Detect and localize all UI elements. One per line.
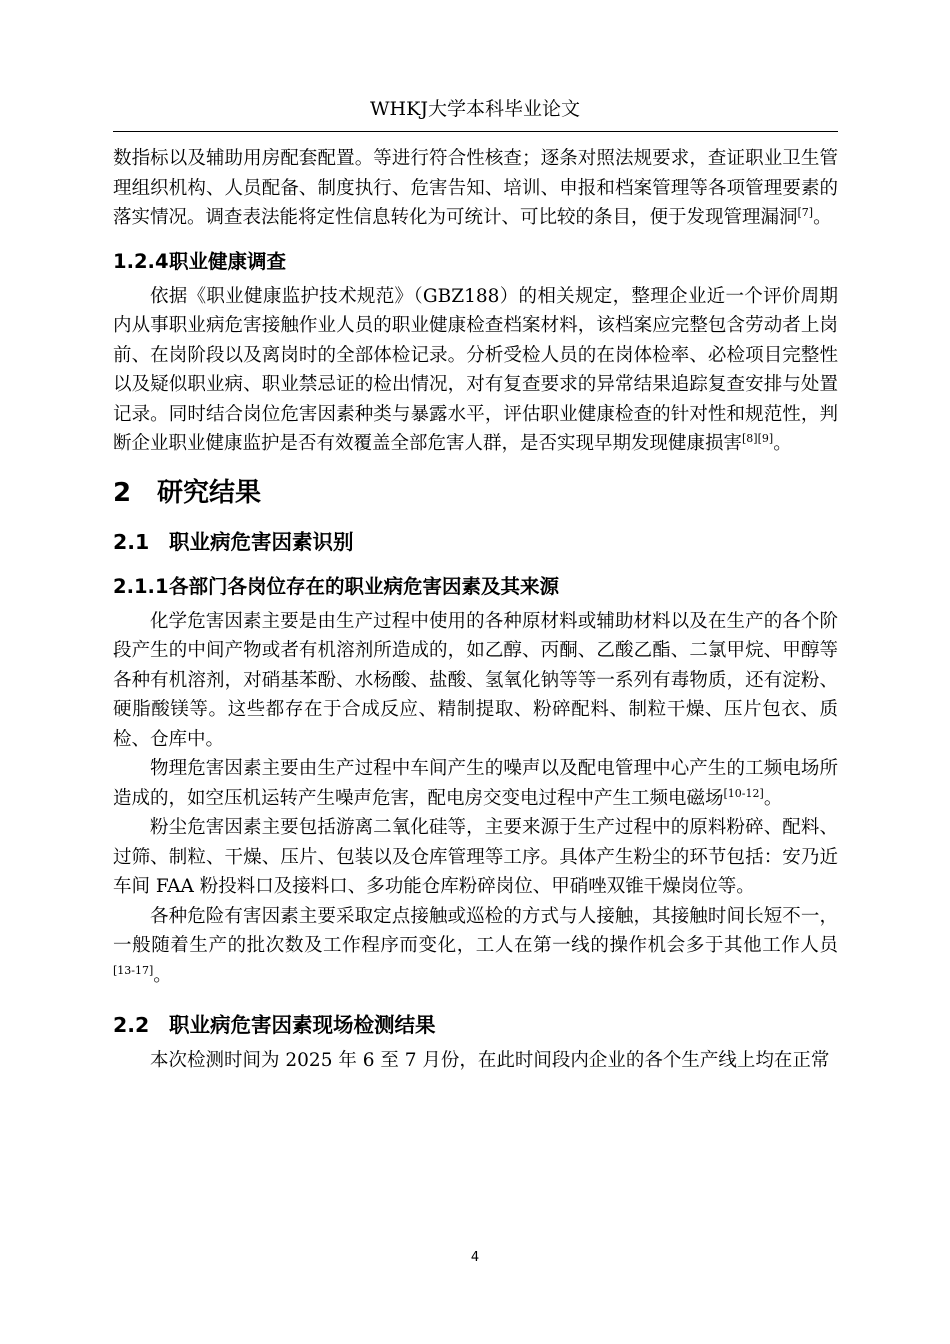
running-header: WHKJ大学本科毕业论文 [370,98,580,120]
paragraph-dust-hazards: 粉尘危害因素主要包括游离二氧化硅等，主要来源于生产过程中的原料粉碎、配料、过筛、制粒、干燥、压片、包装以及仓库管理等工序。具体产生粉尘的环节包括：安乃近车间 FAA 粉投料口及接料口、多功能仓库粉碎岗位、甲硝唑双锥干燥岗位等。 [113,817,838,897]
citation: [7] [797,205,814,219]
heading-2-2: 2.2 职业病危害因素现场检测结果 [113,1013,436,1037]
heading-2-1-1: 2.1.1各部门各岗位存在的职业病危害因素及其来源 [113,574,560,598]
header-divider [113,131,838,132]
paragraph-health-survey: 依据《职业健康监护技术规范》（GBZ188）的相关规定，整理企业近一个评价周期内从事职业病危害接触作业人员的职业健康检查档案材料，该档案应完整包含劳动者上岗前、在岗阶段以及离岗时的全部体检记录。分析受检人员的在岗体检率、必检项目完整性以及疑似职业病、职业禁忌证的检出情况，对有复查要求的异常结果追踪复查安排与处置记录。同时结合岗位危害因素种类与暴露水平，评估职业健康检查的针对性和规范性，判断企业职业健康监护是否有效覆盖全部危害人群，是否实现早期发现健康损害[8][9]。 [113,285,838,454]
citation: [13-17] [113,963,154,977]
chapter-heading-2: 2 研究结果 [113,477,262,508]
continuation-paragraph: 数指标以及辅助用房配套配置。等进行符合性核查；逐条对照法规要求，查证职业卫生管理组织机构、人员配备、制度执行、危害告知、培训、申报和档案管理等各项管理要素的落实情况。调查表法能将定性信息转化为可统计、可比较的条目，便于发现管理漏洞[7]。 [113,148,838,228]
paragraph-detection-results: 本次检测时间为 2025 年 6 至 7 月份，在此时间段内企业的各个生产线上均在正常 [150,1050,830,1071]
page-number: 4 [470,1250,480,1265]
page-content [113,144,838,1076]
paragraph-chemical-hazards: 化学危害因素主要是由生产过程中使用的各种原材料或辅助材料以及在生产的各个阶段产生的中间产物或者有机溶剂所造成的，如乙醇、丙酮、乙酸乙酯、二氯甲烷、甲醇等各种有机溶剂，对硝基苯酚、水杨酸、盐酸、氢氧化钠等等一系列有毒物质，还有淀粉、硬脂酸镁等。这些都存在于合成反应、精制提取、粉碎配料、制粒干燥、压片包衣、质检、仓库中。 [113,610,838,750]
heading-1-2-4: 1.2.4职业健康调查 [113,249,287,273]
citation: [10-12] [723,786,764,800]
citation: [8][9] [742,431,774,445]
paragraph-physical-hazards: 物理危害因素主要由生产过程中车间产生的噪声以及配电管理中心产生的工频电场所造成的，如空压机运转产生噪声危害，配电房交变电过程中产生工频电磁场[10-12]。 [113,758,838,809]
paragraph-exposure-pattern: 各种危险有害因素主要采取定点接触或巡检的方式与人接触，其接触时间长短不一，一般随着生产的批次数及工作程序而变化，工人在第一线的操作机会多于其他工作人员[13-17]。 [113,905,838,986]
heading-2-1: 2.1 职业病危害因素识别 [113,529,354,554]
